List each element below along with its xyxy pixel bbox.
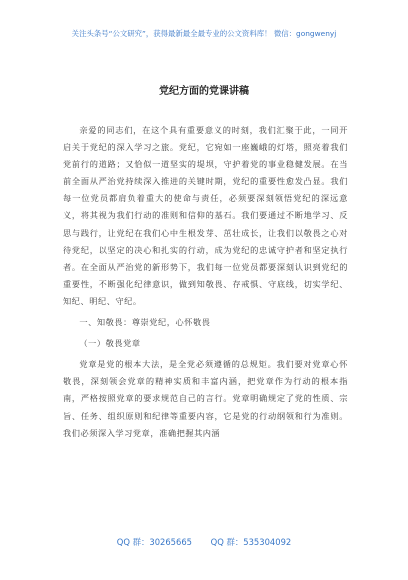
document-body (63, 122, 348, 442)
footer-contact (0, 536, 408, 548)
section-heading: 一、知敬畏：尊崇党纪，心怀敬畏 (79, 317, 211, 328)
page-title: 党纪方面的党课讲稿 (159, 86, 249, 97)
subsection-heading: （一）敬畏党章 (79, 338, 141, 349)
subsection-paragraph: 党章是党的根本大法，是全党必须遵循的总规矩。我们要对党章心怀敬畏，深刻领会党章的精神实质和丰富内涵，把党章作为行动的根本指南，严格按照党章的要求规范自己的言行。党章明确规定了党的性质、宗旨、任务、组织原则和纪律等重要内容，它是党的行动纲领和行为准则。我们必须深入学习党章，准确把握其内涵 (63, 359, 348, 438)
header-notice: 关注头条号“公文研究”，获得最新最全最专业的公文资料库！ 微信：gongwenyj (71, 29, 337, 38)
footer-qq-group-1: QQ 群：30265665 (116, 537, 192, 547)
intro-paragraph: 亲爱的同志们，在这个具有重要意义的时刻，我们汇聚于此，一同开启关于党纪的深入学习之旅。党纪，它宛如一座巍峨的灯塔，照亮着我们党前行的道路；又恰似一道坚实的堤坝，守护着党的事业稳健发展。在当前全面从严治党持续深入推进的关键时期，党纪的重要性愈发凸显。我们每一位党员都肩负着重大的使命与责任，必须要深刻领悟党纪的深远意义，将其视为我们行动的准则和信仰的基石。我们要通过不断地学习、反思与践行，让党纪在我们心中生根发芽、茁壮成长，让我们以敬畏之心对待党纪，以坚定的决心和扎实的行动，成为党纪的忠诚守护者和坚定执行者。在全面从严治党的新形势下，我们每一位党员都要深刻认识到党纪的重要性，不断强化纪律意识，做到知敬畏、存戒惧、守底线，切实学纪、知纪、明纪、守纪。 (63, 125, 348, 306)
footer-qq-group-2: QQ 群：535304092 (210, 537, 292, 547)
